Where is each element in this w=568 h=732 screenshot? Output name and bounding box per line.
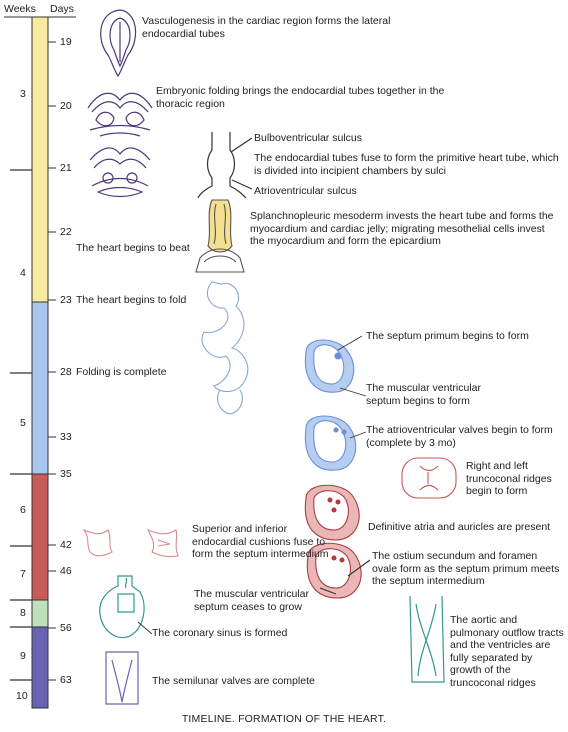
week-label-9: 9 <box>20 650 26 662</box>
event-outflow-tracts: The aortic and pulmonary outflow tracts and the ventricles are fully separated by growth of the truncoconal ridges <box>450 614 564 689</box>
note-heart-fold: The heart begins to fold <box>76 294 187 306</box>
weeks-header: Weeks <box>4 3 36 15</box>
illustration-outflow-tracts <box>410 596 444 682</box>
week-label-5: 5 <box>20 417 26 429</box>
day-label-33: 33 <box>60 431 72 443</box>
week-label-7: 7 <box>20 568 26 580</box>
event-tube-fusion: The endocardial tubes fuse to form the primitive heart tube, which is divided into incipient chambers by sulci <box>254 152 559 177</box>
week-label-6: 6 <box>20 504 26 516</box>
timeline-bar <box>32 17 48 708</box>
day-label-35: 35 <box>60 468 72 480</box>
illustration-semilunar-valves <box>106 652 138 704</box>
figure-caption: TIMELINE. FORMATION OF THE HEART. <box>181 713 387 725</box>
illustration-tube-fusion <box>90 148 150 197</box>
illustration-septum-primum <box>305 340 353 392</box>
day-label-23: 23 <box>60 294 72 306</box>
day-label-20: 20 <box>60 100 72 112</box>
event-septum-primum: The septum primum begins to form <box>366 330 529 342</box>
event-semilunar-valves: The semilunar valves are complete <box>152 675 315 687</box>
day-label-28: 28 <box>60 366 72 378</box>
week-label-3: 3 <box>20 88 26 100</box>
week-label-8: 8 <box>20 607 26 619</box>
event-av-valves: The atrioventricular valves begin to form (complete by 3 mo) <box>366 424 553 449</box>
illustration-primitive-heart-tube <box>198 132 252 198</box>
day-label-63: 63 <box>60 674 72 686</box>
illustration-endocardial-cushions <box>84 530 178 557</box>
illustration-coronary-sinus <box>100 576 144 638</box>
day-label-22: 22 <box>60 226 72 238</box>
bar-segment-septation <box>32 474 48 600</box>
bar-segment-coronary <box>32 600 48 627</box>
illustration-embryonic-folding <box>88 93 152 136</box>
illustration-av-valves <box>305 416 355 470</box>
day-label-42: 42 <box>60 539 72 551</box>
event-bulboventricular-sulcus: Bulboventricular sulcus <box>254 132 362 144</box>
illustration-truncoconal-ridges <box>402 458 456 498</box>
event-vasculogenesis: Vasculogenesis in the cardiac region forms the lateral endocardial tubes <box>142 15 391 40</box>
illustration-vasculogenesis <box>101 10 136 76</box>
event-muscular-septum-ceases: The muscular ventricular septum ceases to grow <box>194 588 309 613</box>
days-header: Days <box>50 3 74 15</box>
day-label-46: 46 <box>60 565 72 577</box>
bar-segment-late <box>32 627 48 708</box>
illustration-heart-looping <box>202 282 248 414</box>
event-atrioventricular-sulcus: Atrioventricular sulcus <box>254 185 357 197</box>
day-ticks <box>48 42 56 680</box>
day-label-21: 21 <box>60 162 72 174</box>
illustration-myocardium <box>196 200 244 272</box>
event-truncoconal-ridges: Right and left truncoconal ridges begin to form <box>466 460 552 497</box>
event-definitive-atria: Definitive atria and auricles are present <box>368 521 551 533</box>
event-muscular-septum-begins: The muscular ventricular septum begins to form <box>366 382 481 407</box>
day-label-56: 56 <box>60 622 72 634</box>
bar-segment-folding <box>32 302 48 474</box>
event-ostium-secundum: The ostium secundum and foramen ovale form as the septum primum meets the septum intermedium <box>372 550 560 587</box>
bar-segment-embryonic <box>32 17 48 302</box>
event-splanchnopleuric-mesoderm: Splanchnopleuric mesoderm invests the heart tube and forms the myocardium and cardiac jelly; migrating mesothelial cells invest the myocardium and form the epicardium <box>250 210 554 247</box>
week-label-10: 10 <box>16 690 28 702</box>
event-embryonic-folding: Embryonic folding brings the endocardial tubes together in the thoracic region <box>156 85 445 110</box>
event-endocardial-cushions: Superior and inferior endocardial cushions fuse to form the septum intermedium <box>192 523 329 560</box>
note-heart-beat: The heart begins to beat <box>76 242 190 254</box>
note-folding-complete: Folding is complete <box>76 366 167 378</box>
day-label-19: 19 <box>60 36 72 48</box>
event-coronary-sinus: The coronary sinus is formed <box>152 627 288 639</box>
week-label-4: 4 <box>20 267 26 279</box>
